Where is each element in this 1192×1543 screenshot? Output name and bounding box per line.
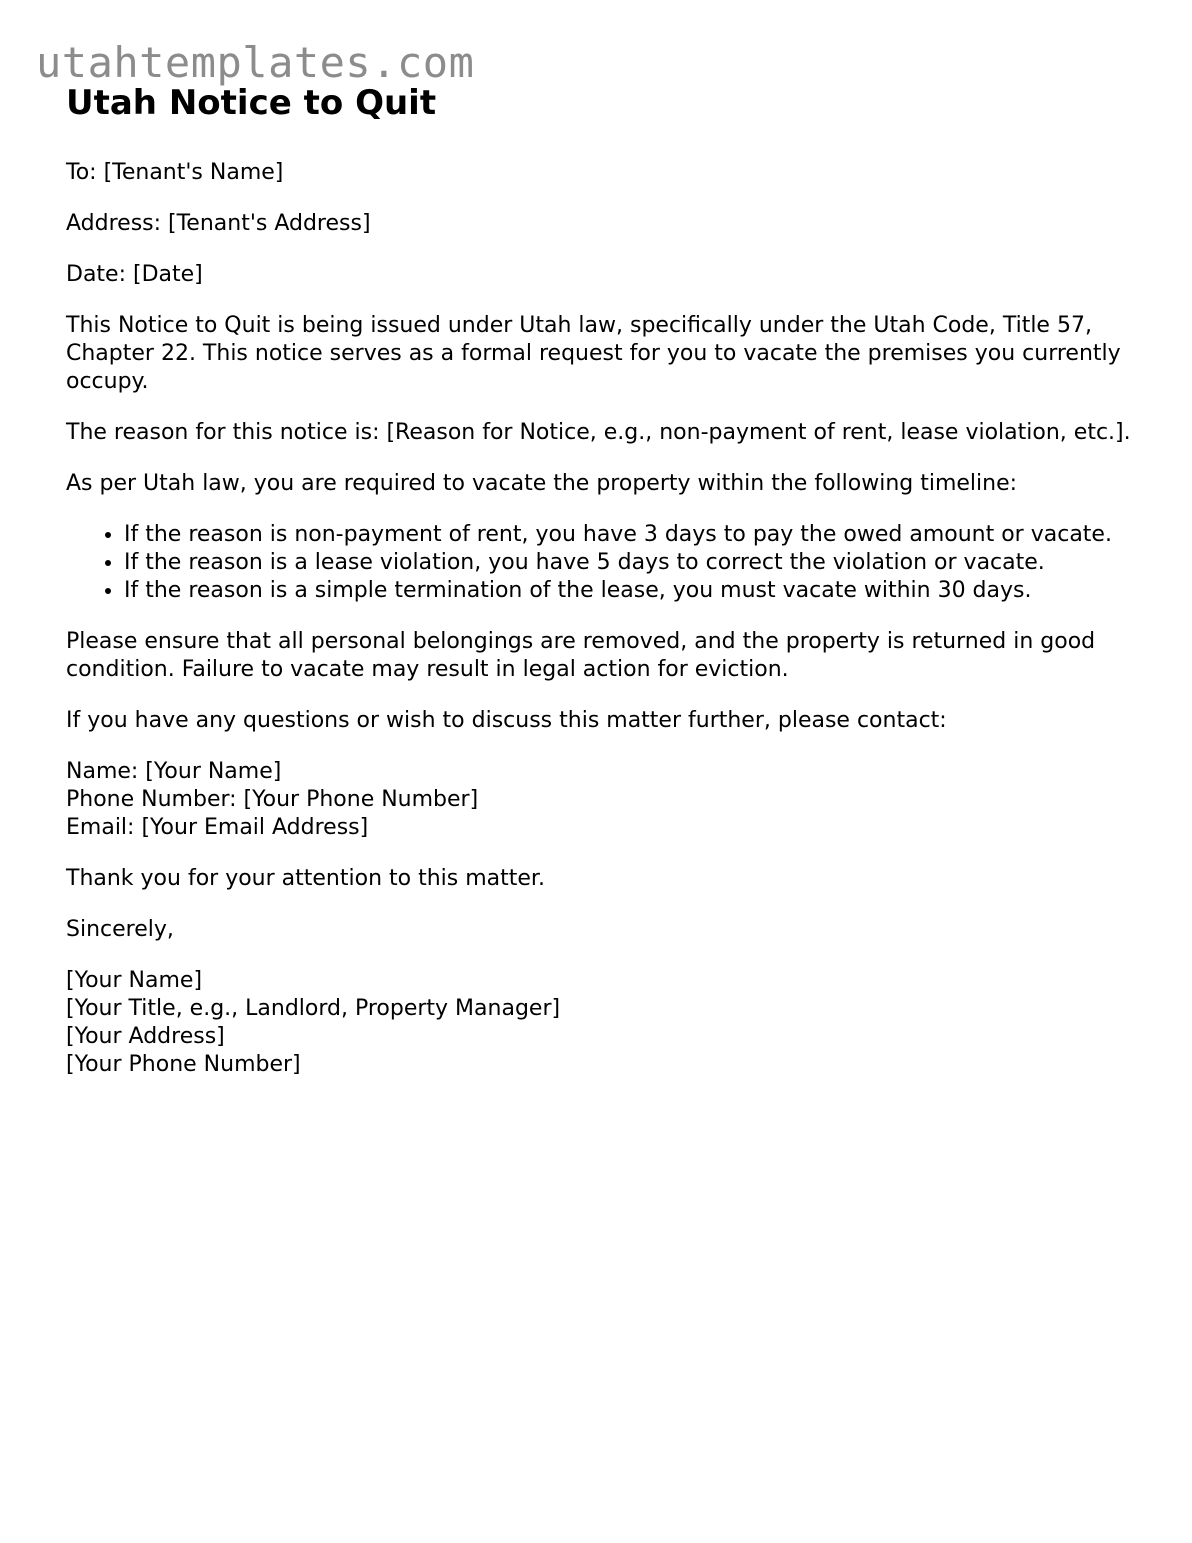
- contact-block: [66, 758, 1136, 842]
- contact-name: Name: [Your Name]: [66, 759, 282, 784]
- list-item: • If the reason is a simple termination of the lease, you must vacate within 30 days.: [124, 577, 1136, 605]
- to-line: To: [Tenant's Name]: [66, 160, 284, 185]
- watermark-text: utahtemplates.com: [36, 38, 475, 87]
- signature-phone: [Your Phone Number]: [66, 1052, 301, 1077]
- date-line: Date: [Date]: [66, 262, 203, 287]
- list-item: • If the reason is a lease violation, you have 5 days to correct the violation or vacate.: [124, 549, 1136, 577]
- reason-paragraph: The reason for this notice is: [Reason for Notice, e.g., non-payment of rent, lease violation, etc.].: [66, 420, 1131, 445]
- signature-title: [Your Title, e.g., Landlord, Property Manager]: [66, 996, 561, 1021]
- belongings-paragraph: Please ensure that all personal belongings are removed, and the property is returned in good condition. Failure to vacate may result in legal action for eviction.: [66, 629, 1096, 682]
- timeline-intro: As per Utah law, you are required to vacate the property within the following timeline:: [66, 471, 1018, 496]
- thanks-line: Thank you for your attention to this matter.: [66, 866, 545, 891]
- contact-email: Email: [Your Email Address]: [66, 815, 369, 840]
- timeline-list: [66, 521, 1136, 605]
- closing-line: Sincerely,: [66, 917, 174, 942]
- contact-intro: If you have any questions or wish to discuss this matter further, please contact:: [66, 708, 947, 733]
- list-item: • If the reason is non-payment of rent, you have 3 days to pay the owed amount or vacate.: [124, 521, 1136, 549]
- signature-name: [Your Name]: [66, 968, 203, 993]
- intro-paragraph: This Notice to Quit is being issued under Utah law, specifically under the Utah Code, Title 57, Chapter 22. This notice serves as a formal request for you to vacate the premises you currently occupy.: [66, 313, 1121, 394]
- signature-address: [Your Address]: [66, 1024, 225, 1049]
- page-title: Utah Notice to Quit: [66, 83, 437, 123]
- notice-document: [66, 80, 1136, 1102]
- signature-block: [66, 967, 1136, 1079]
- address-line: Address: [Tenant's Address]: [66, 211, 371, 236]
- contact-phone: Phone Number: [Your Phone Number]: [66, 787, 479, 812]
